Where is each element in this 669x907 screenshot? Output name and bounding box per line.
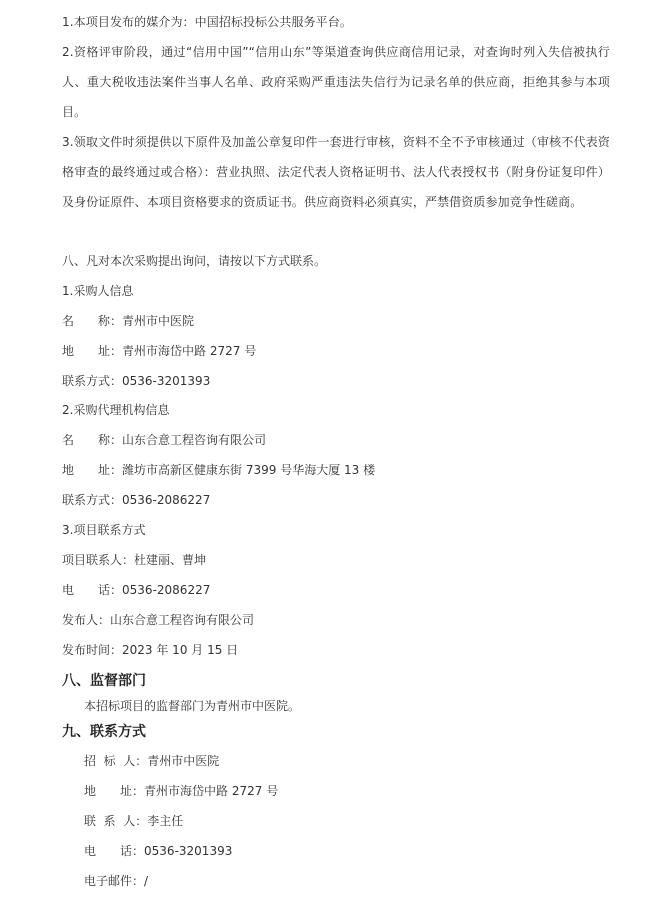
- agency-name: 山东合意工程咨询有限公司: [122, 433, 267, 447]
- purchaser-contact-row: [62, 372, 210, 390]
- supervision-text: 本招标项目的监督部门为青州市中医院。: [84, 699, 301, 713]
- project-contact-phone: 0536-2086227: [122, 583, 211, 597]
- item-2-credit-check: 2.资格评审阶段，通过“信用中国”“信用山东”等渠道查询供应商信用记录，对查询时列入失信被执行人、重大税收违法案件当事人名单、政府采购严重违法失信行为记录名单的供应商，拒绝其参与本项目。: [62, 45, 610, 119]
- project-contact-person: 杜建丽、曹坤: [134, 553, 207, 567]
- purchaser-name-row: [62, 312, 194, 330]
- project-contact-person-label: 项目联系人：: [62, 553, 135, 567]
- publish-time: 2023 年 10 月 15 日: [122, 643, 239, 657]
- publisher-row: [62, 611, 254, 629]
- bidder: 青州市中医院: [147, 754, 220, 768]
- purchaser-address: 青州市海岱中路 2727 号: [122, 344, 257, 358]
- agency-name-row: [62, 431, 266, 449]
- project-contact-heading: 3.项目联系方式: [62, 523, 146, 537]
- project-contact-person-row: [62, 551, 206, 569]
- purchaser-contact-label: 联系方式：: [62, 374, 123, 388]
- agency-address-label2: 址：: [98, 463, 123, 477]
- project-contact-phone-label2: 话：: [98, 583, 123, 597]
- purchaser-address-label2: 址：: [98, 344, 123, 358]
- agency-name-label: 名: [62, 433, 75, 447]
- publish-time-label: 发布时间：: [62, 643, 123, 657]
- item-3-documents: 3.领取文件时须提供以下原件及加盖公章复印件一套进行审核，资料不全不予审核通过（审核不代表资格审查的最终通过或合格）：营业执照、法定代表人资格证明书、法人代表授权书（附身份证复印件）及身份证原件、本项目资格要求的资质证书。供应商资料必须真实，严禁借资质参加竞争性磋商。: [62, 135, 610, 209]
- agency-contact-label: 联系方式：: [62, 493, 123, 507]
- section-8-intro: 八、凡对本次采购提出询问，请按以下方式联系。: [62, 254, 327, 268]
- purchaser-heading: 1.采购人信息: [62, 284, 134, 298]
- contact-email: /: [144, 874, 149, 888]
- contact-phone-label: 电: [84, 844, 97, 858]
- agency-heading: 2.采购代理机构信息: [62, 403, 170, 417]
- contact-address-label2: 址：: [120, 784, 145, 798]
- item-1-media: 1.本项目发布的媒介为：中国招标投标公共服务平台。: [62, 15, 352, 29]
- contact-email-row: [84, 872, 148, 890]
- publisher-label: 发布人：: [62, 613, 111, 627]
- project-contact-phone-label: 电: [62, 583, 75, 597]
- purchaser-address-label: 地: [62, 344, 75, 358]
- project-contact-phone-row: [62, 581, 210, 599]
- contact-address-row: [84, 782, 278, 800]
- contact-phone-row: [84, 842, 232, 860]
- bidder-row: [84, 752, 219, 770]
- bidder-label: 招 标 人：: [84, 754, 148, 768]
- publisher: 山东合意工程咨询有限公司: [110, 613, 255, 627]
- contact-address: 青州市海岱中路 2727 号: [144, 784, 279, 798]
- agency-contact: 0536-2086227: [122, 493, 211, 507]
- agency-contact-row: [62, 491, 210, 509]
- contact-phone: 0536-3201393: [144, 844, 233, 858]
- purchaser-name-label2: 称：: [98, 314, 123, 328]
- contact-person: 李主任: [147, 814, 184, 828]
- supervision-heading: 八、监督部门: [62, 673, 146, 689]
- purchaser-address-row: [62, 342, 256, 360]
- purchaser-name: 青州市中医院: [122, 314, 195, 328]
- contact-phone-label2: 话：: [120, 844, 145, 858]
- contact-address-label: 地: [84, 784, 97, 798]
- agency-address-label: 地: [62, 463, 75, 477]
- agency-address: 潍坊市高新区健康东街 7399 号华海大厦 13 楼: [122, 463, 376, 477]
- purchaser-contact: 0536-3201393: [122, 374, 211, 388]
- agency-address-row: [62, 461, 375, 479]
- agency-name-label2: 称：: [98, 433, 123, 447]
- contact-email-label: 电子邮件：: [84, 874, 145, 888]
- contact-person-row: [84, 812, 183, 830]
- publish-time-row: [62, 641, 238, 659]
- contact-person-label: 联 系 人：: [84, 814, 148, 828]
- purchaser-name-label: 名: [62, 314, 75, 328]
- contact-section-heading: 九、联系方式: [62, 724, 146, 740]
